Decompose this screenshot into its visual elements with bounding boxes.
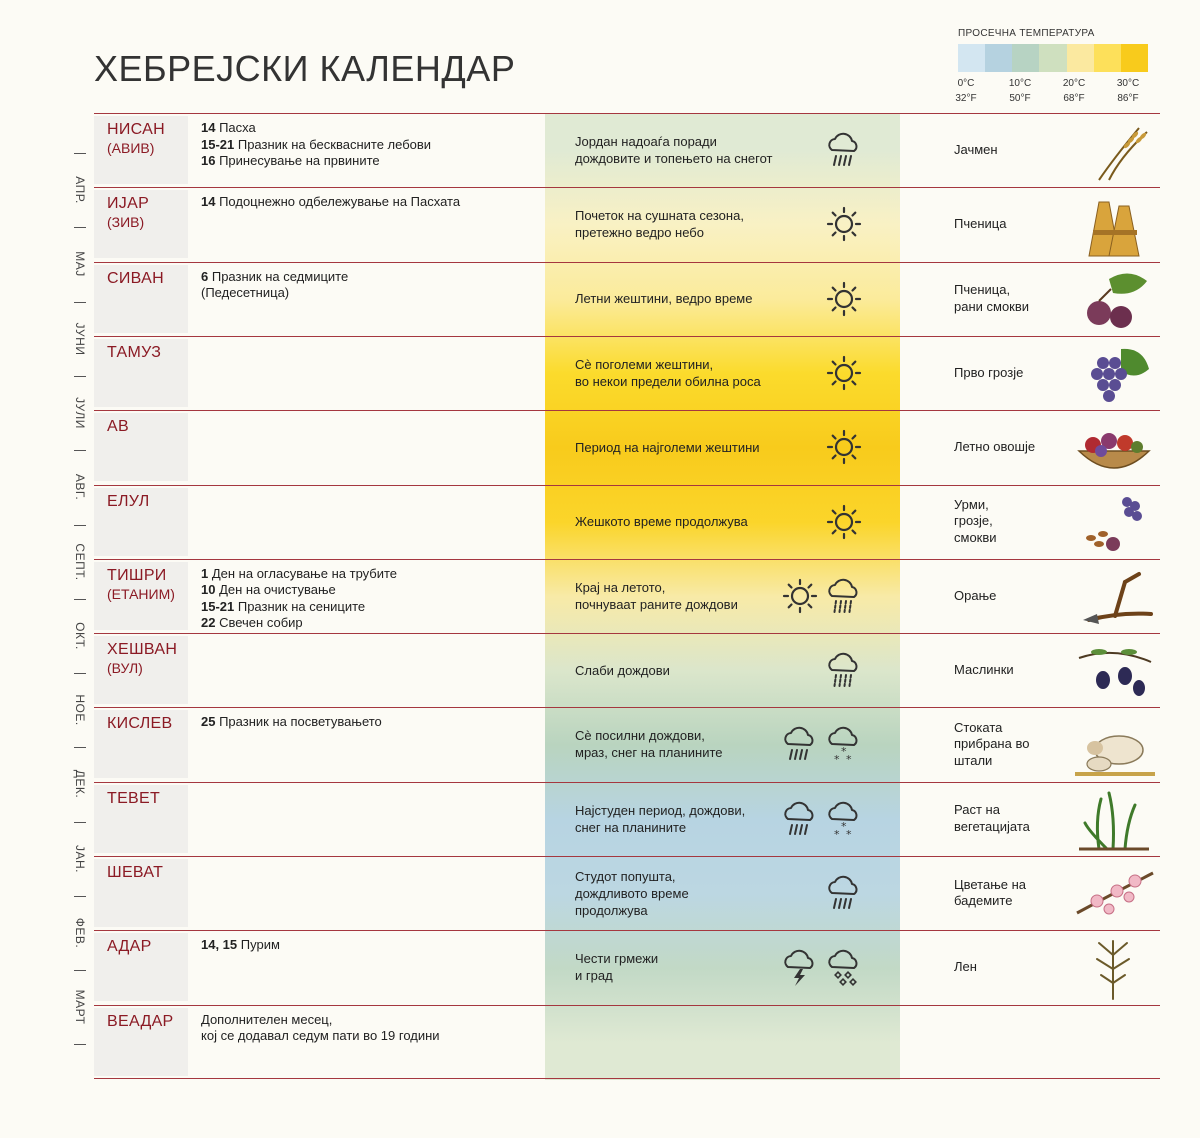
weather-icons: [774, 423, 864, 471]
festival-days: 15-21: [201, 136, 235, 152]
svg-text:*: *: [841, 745, 847, 759]
weather-icons: [774, 869, 864, 917]
weather-description: Најстуден период, дождови, снег на планините: [575, 802, 746, 835]
dates-grapes-figs-icon: [1069, 490, 1159, 556]
festival-text: Пурим: [237, 937, 280, 953]
grapes-icon: [1069, 341, 1159, 407]
gregorian-month-label: НОЕ.: [73, 694, 87, 726]
festival-text: Дополнителен месец, кој се додавал седум пати во 19 години: [201, 1011, 440, 1044]
month-name-cell: [94, 413, 188, 481]
weather-description: Јордан надоаѓа поради дождовите и топењето на снегот: [575, 134, 773, 166]
gregorian-divider: [74, 896, 86, 897]
svg-text:*: *: [834, 753, 840, 767]
festival-text: Пасха: [215, 120, 256, 135]
crop-label: Пченица: [954, 216, 1007, 232]
gregorian-divider: [74, 747, 86, 748]
month-row: [94, 113, 1160, 187]
flax-icon: [1069, 935, 1159, 1001]
weather-icons: [774, 200, 864, 248]
festival-item: [201, 615, 541, 632]
month-name: ИЈАР: [107, 195, 150, 213]
gregorian-month: [60, 450, 100, 524]
festival-days: 6: [201, 268, 209, 284]
festival-days: 1: [201, 565, 209, 581]
sheep-icon: [1069, 712, 1159, 778]
rain-icon: [824, 871, 864, 915]
month-row: [94, 856, 1160, 930]
weather-icons: [774, 275, 864, 323]
month-name: КИСЛЕВ: [107, 715, 173, 733]
legend-swatch: [1067, 44, 1094, 72]
gregorian-month: [60, 896, 100, 970]
weather-description: Слаби дождови: [575, 662, 670, 678]
weather-description: Жешкото време продолжува: [575, 514, 748, 529]
month-name: НИСАН: [107, 121, 165, 138]
festival-item: [201, 566, 541, 583]
month-name-cell: [94, 1008, 188, 1076]
month-name-cell: [94, 116, 188, 184]
month-name: АВ: [107, 418, 129, 436]
month-name: ТЕВЕТ: [107, 789, 161, 807]
festival-text: Празник на сениците: [234, 598, 366, 614]
festival-item: [201, 714, 541, 731]
month-alt-name: (АВИВ): [107, 140, 155, 156]
gregorian-month-label: ЈУЛИ: [73, 397, 87, 429]
crop-label: Пченица, рани смокви: [954, 282, 1030, 314]
sun-icon: [824, 351, 864, 395]
month-name: СИВАН: [107, 269, 164, 287]
gregorian-month-label: ЈАН.: [73, 844, 87, 873]
gregorian-month: [60, 302, 100, 376]
month-name: ТИШРИ: [107, 566, 167, 584]
gregorian-month-label: ОКТ.: [73, 621, 87, 650]
festival-item: [201, 153, 541, 170]
crop-label: Јачмен: [954, 141, 998, 157]
festivals-list: [201, 1012, 541, 1045]
thunder-icon: [780, 945, 820, 989]
crop-label: Маслинки: [954, 661, 1014, 677]
gregorian-month-label: ДЕК.: [73, 770, 87, 799]
crop-label: Раст на вегетацијата: [954, 802, 1030, 834]
light-rain-icon: [824, 648, 864, 692]
month-alt-name: (ЕТАНИМ): [107, 585, 175, 602]
gregorian-month-label: МАРТ: [73, 989, 87, 1025]
crop-label: Урми, грозје, смокви: [954, 496, 997, 545]
festival-text: Празник на бесквасните лебови: [234, 136, 432, 152]
month-row: [94, 485, 1160, 559]
festival-text: Принесување на првините: [215, 153, 380, 168]
legend-swatch: [1121, 44, 1148, 72]
month-name-cell: [94, 190, 188, 258]
gregorian-month-label: ФЕВ.: [73, 917, 87, 949]
month-name-cell: [94, 636, 188, 704]
festivals-list: [201, 120, 541, 170]
crop-label: Стоката прибрана во штали: [954, 719, 1030, 768]
festivals-list: [201, 194, 541, 211]
gregorian-divider: [74, 673, 86, 674]
weather-description: Студот попушта, дождливото време продолжува: [575, 868, 689, 918]
legend-swatch: [958, 44, 985, 72]
crop-label: Орање: [954, 587, 997, 603]
page-title: ХЕБРЕЈСКИ КАЛЕНДАР: [94, 48, 516, 89]
legend-swatch: [1012, 44, 1039, 72]
legend-title: ПРОСЕЧНА ТЕМПЕРАТУРА: [958, 28, 1095, 39]
festival-days: 14: [201, 194, 216, 210]
weather-icons: [774, 572, 864, 620]
festival-item: [201, 269, 541, 302]
rain-icon: [780, 722, 820, 766]
gregorian-divider: [74, 599, 86, 600]
festival-text: Празник на посветувањето: [215, 714, 382, 730]
month-row: [94, 782, 1160, 856]
month-name-cell: [94, 488, 188, 556]
weather-description: Почеток на сушната сезона, претежно ведро небо: [575, 208, 744, 241]
festival-item: [201, 137, 541, 154]
gregorian-divider: [74, 822, 86, 823]
gregorian-divider: [74, 153, 86, 154]
legend-swatch: [1094, 44, 1121, 72]
month-name-cell: [94, 710, 188, 778]
weather-description: Период на најголеми жештини: [575, 439, 760, 455]
gregorian-divider: [74, 376, 86, 377]
month-alt-name: (ЗИВ): [107, 214, 145, 231]
legend-tick-label: 10°C 50°F: [1008, 78, 1032, 104]
calendar-table: [94, 113, 1160, 1080]
festival-item: [201, 582, 541, 599]
weather-icons: [774, 349, 864, 397]
festival-text: Празник на седмиците (Педесетница): [201, 268, 349, 301]
month-row: [94, 187, 1160, 261]
festivals-list: [201, 714, 541, 731]
month-row: [94, 410, 1160, 484]
month-alt-name: (ВУЛ): [107, 660, 143, 677]
month-row: [94, 633, 1160, 707]
weather-description: Чести грмежи и град: [575, 951, 659, 984]
festival-days: 16: [201, 153, 216, 168]
crop-label: Цветање на бадемите: [954, 876, 1027, 908]
gregorian-divider: [74, 525, 86, 526]
rain-icon: [780, 797, 820, 841]
month-name: ВЕАДАР: [107, 1012, 174, 1030]
month-name-cell: [94, 339, 188, 407]
month-name-cell: [94, 785, 188, 853]
month-name: ТАМУЗ: [107, 343, 162, 361]
barley-icon: [1069, 118, 1159, 184]
snow-icon: [824, 722, 864, 766]
weather-icons: [774, 498, 864, 546]
gregorian-month-label: МАЈ: [73, 251, 87, 278]
sun-icon: [780, 574, 820, 618]
crop-label: Летно овошје: [954, 438, 1036, 454]
gregorian-month-label: ЈУНИ: [73, 322, 87, 356]
gregorian-month: [60, 822, 100, 896]
month-name-cell: [94, 859, 188, 927]
gregorian-month: [60, 673, 100, 747]
gregorian-divider: [74, 227, 86, 228]
gregorian-month: [60, 525, 100, 599]
weather-icons: [774, 795, 864, 843]
rain-icon: [824, 128, 864, 172]
weather-description: Сè поголеми жештини, во некои предели обилна роса: [575, 356, 761, 389]
festival-item: [201, 120, 541, 137]
festivals-list: [201, 269, 541, 302]
gregorian-month: [60, 970, 100, 1044]
month-row: [94, 262, 1160, 336]
legend-color-bar: [958, 44, 1148, 72]
month-name: ХЕШВАН: [107, 641, 178, 659]
figs-icon: [1069, 267, 1159, 333]
festivals-list: [201, 566, 541, 632]
festival-text: Подоцнежно одбележување на Пасхата: [215, 194, 461, 210]
sun-icon: [824, 425, 864, 469]
weather-icons: [774, 646, 864, 694]
legend-tick-label: 0°C 32°F: [955, 78, 977, 104]
month-name: ЕЛУЛ: [107, 492, 150, 510]
month-row: [94, 336, 1160, 410]
gregorian-month: [60, 376, 100, 450]
festival-item: [201, 599, 541, 616]
legend-tick-label: 20°C 68°F: [1062, 78, 1086, 104]
hail-icon: [824, 945, 864, 989]
gregorian-month: [60, 153, 100, 227]
weather-icons: [774, 720, 864, 768]
gregorian-month-label: АПР.: [73, 176, 87, 204]
gregorian-divider: [74, 450, 86, 451]
gregorian-month-label: АВГ.: [73, 474, 87, 501]
festival-item: [201, 1012, 541, 1045]
festival-item: [201, 194, 541, 211]
festival-days: 22: [201, 615, 216, 631]
gregorian-month: [60, 747, 100, 821]
sun-icon: [824, 500, 864, 544]
fruit-basket-icon: [1069, 415, 1159, 481]
weather-icons: [774, 943, 864, 991]
gregorian-month: [60, 599, 100, 673]
gregorian-month: [60, 227, 100, 301]
festival-days: 14: [201, 120, 216, 135]
festival-days: 10: [201, 582, 216, 598]
gregorian-month-label: СЕПТ.: [73, 542, 87, 581]
almond-blossom-icon: [1069, 861, 1159, 927]
month-row: [94, 1005, 1160, 1079]
festivals-list: [201, 937, 541, 954]
month-name-cell: [94, 265, 188, 333]
festival-days: 14, 15: [201, 937, 238, 953]
month-row: [94, 559, 1160, 633]
month-name-cell: [94, 562, 188, 630]
crop-label: Лен: [954, 959, 977, 975]
festival-days: 15-21: [201, 598, 235, 614]
legend-tick-label: 30°C 86°F: [1116, 78, 1140, 104]
sun-icon: [824, 202, 864, 246]
gregorian-divider: [74, 302, 86, 303]
svg-text:*: *: [846, 753, 852, 767]
festival-text: Свечен собир: [215, 615, 303, 631]
wheat-sheaf-icon: [1069, 192, 1159, 258]
month-row: [94, 707, 1160, 781]
plow-icon: [1069, 564, 1159, 630]
svg-text:*: *: [846, 827, 852, 841]
light-rain-icon: [824, 574, 864, 618]
gregorian-divider: [74, 1044, 86, 1045]
legend-swatch: [1039, 44, 1066, 72]
weather-description: Крај на летото, почнуваат раните дождови: [575, 579, 738, 612]
snow-icon: [824, 797, 864, 841]
weather-icons: [774, 126, 864, 174]
sun-icon: [824, 277, 864, 321]
month-name: ШЕВАТ: [107, 864, 164, 881]
weather-description: Сè посилни дождови, мраз, снег на планините: [575, 728, 723, 761]
month-row: [94, 930, 1160, 1004]
weather-description: Летни жештини, ведро време: [575, 291, 753, 307]
month-name-cell: [94, 933, 188, 1001]
festival-item: [201, 937, 541, 954]
sprouts-icon: [1069, 787, 1159, 853]
gregorian-divider: [74, 970, 86, 971]
olives-icon: [1069, 638, 1159, 704]
festival-text: Ден на огласување на трубите: [208, 565, 398, 581]
festival-days: 25: [201, 714, 216, 730]
svg-text:*: *: [841, 819, 847, 833]
svg-text:*: *: [834, 827, 840, 841]
crop-label: Прво грозје: [954, 364, 1024, 380]
festival-text: Ден на очистување: [215, 582, 336, 598]
month-name: АДАР: [107, 938, 152, 956]
temperature-legend: [955, 28, 1163, 104]
legend-swatch: [985, 44, 1012, 72]
